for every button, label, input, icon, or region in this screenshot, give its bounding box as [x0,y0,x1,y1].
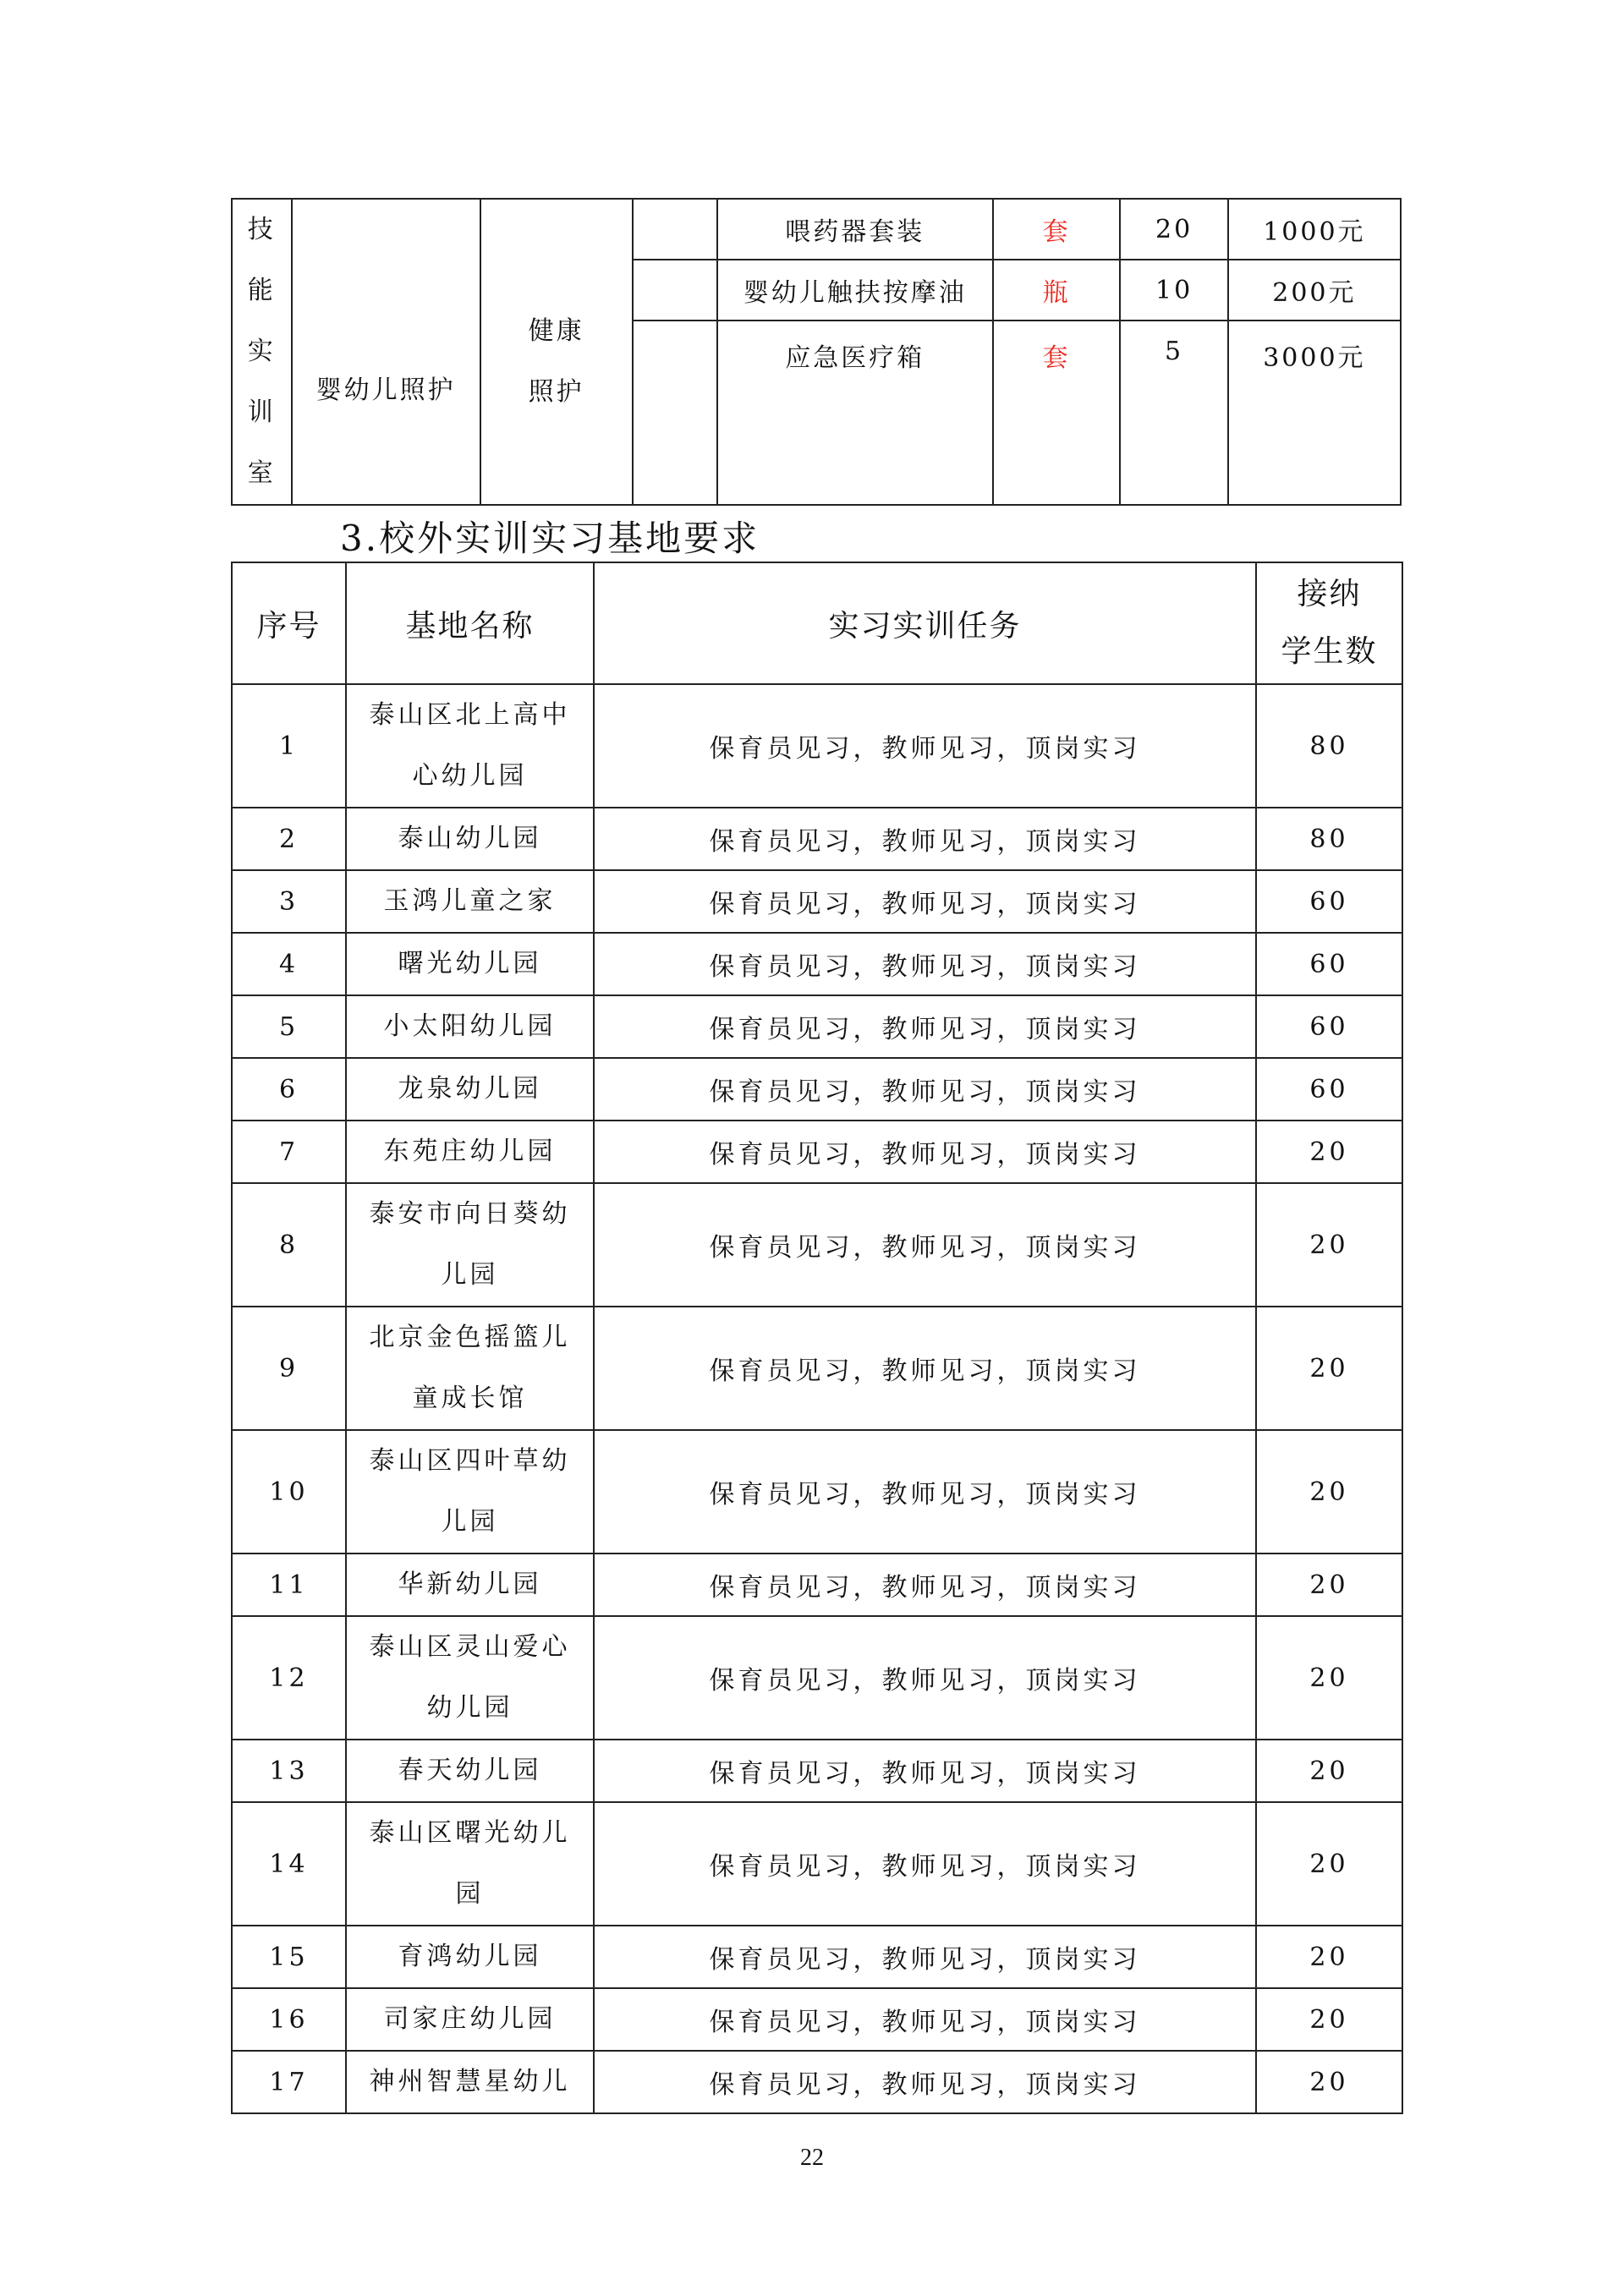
base-name [346,1802,594,1926]
row-index: 2 [232,808,346,870]
base-name-line: 玉鸿儿童之家 [383,886,557,916]
base-name-line: 心幼儿园 [412,761,528,791]
equipment-table [231,198,1402,506]
table-row [232,1058,1402,1121]
subject-label: 婴幼儿照护 [315,375,456,405]
base-name [346,1740,594,1802]
item-qty: 10 [1120,260,1227,321]
row-index: 10 [232,1430,346,1553]
page-number: 22 [800,2145,824,2171]
base-capacity: 80 [1256,684,1402,808]
base-task: 保育员见习，教师见习，顶岗实习 [594,1307,1256,1430]
row-index: 8 [232,1183,346,1307]
base-name [346,1553,594,1616]
table-row [232,808,1402,870]
table-row [232,1802,1402,1926]
base-name [346,995,594,1058]
item-qty: 20 [1120,199,1227,260]
table-row [232,1740,1402,1802]
base-name-line: 童成长馆 [412,1384,528,1413]
row-index: 1 [232,684,346,808]
section-heading: 3.校外实训实习基地要求 [340,518,760,559]
header-task: 实习实训任务 [594,562,1256,684]
base-name-line: 泰山幼儿园 [398,824,542,853]
item-qty: 5 [1120,321,1227,505]
base-task: 保育员见习，教师见习，顶岗实习 [594,870,1256,933]
table-row [232,1307,1402,1430]
base-task: 保育员见习，教师见习，顶岗实习 [594,1430,1256,1553]
base-task: 保育员见习，教师见习，顶岗实习 [594,1121,1256,1183]
base-name-line: 小太阳幼儿园 [383,1011,557,1041]
base-name [346,808,594,870]
blank-cell [633,199,717,260]
table-row [232,933,1402,995]
category-char: 能 [247,276,276,305]
subject-cell [292,199,480,505]
row-index: 11 [232,1553,346,1616]
item-name: 婴幼儿触扶按摩油 [717,260,993,321]
header-index: 序号 [232,562,346,684]
base-name [346,933,594,995]
base-name [346,1307,594,1430]
header-capacity-line: 接纳 [1297,577,1362,611]
base-name-line: 龙泉幼儿园 [398,1074,542,1104]
table-row [232,684,1402,808]
item-price: 200元 [1228,260,1401,321]
item-unit: 套 [993,199,1121,260]
base-name-line: 北京金色摇篮儿 [369,1323,571,1352]
item-unit: 瓶 [993,260,1121,321]
base-name-line: 司家庄幼儿园 [383,2004,557,2034]
base-task: 保育员见习，教师见习，顶岗实习 [594,995,1256,1058]
base-name-line: 泰山区北上高中 [369,700,571,730]
row-index: 16 [232,1988,346,2051]
base-name [346,870,594,933]
module-line: 健康 [528,316,584,346]
base-name [346,1616,594,1740]
base-task: 保育员见习，教师见习，顶岗实习 [594,1740,1256,1802]
table-header-row [232,562,1402,684]
base-capacity: 80 [1256,808,1402,870]
base-capacity: 20 [1256,1430,1402,1553]
row-index: 13 [232,1740,346,1802]
base-task: 保育员见习，教师见习，顶岗实习 [594,2051,1256,2113]
base-capacity: 60 [1256,933,1402,995]
row-index: 7 [232,1121,346,1183]
base-name [346,1430,594,1553]
table-row [232,1553,1402,1616]
base-name-line: 春天幼儿园 [398,1756,542,1785]
base-capacity: 60 [1256,1058,1402,1121]
base-name [346,1058,594,1121]
header-name: 基地名称 [346,562,594,684]
base-name [346,684,594,808]
base-name-line: 泰安市向日葵幼 [369,1199,571,1229]
base-capacity: 20 [1256,1740,1402,1802]
base-capacity: 20 [1256,1988,1402,2051]
base-task: 保育员见习，教师见习，顶岗实习 [594,933,1256,995]
module-line: 照护 [528,377,584,407]
item-name: 应急医疗箱 [717,321,993,505]
base-name-line: 东苑庄幼儿园 [383,1137,557,1166]
row-index: 4 [232,933,346,995]
header-capacity [1256,562,1402,684]
base-name-line: 儿园 [441,1507,499,1537]
category-char: 技 [247,215,276,244]
base-task: 保育员见习，教师见习，顶岗实习 [594,808,1256,870]
table-row [232,1616,1402,1740]
item-price: 3000元 [1228,321,1401,505]
item-price: 1000元 [1228,199,1401,260]
base-capacity: 20 [1256,1307,1402,1430]
table-row [232,1926,1402,1988]
base-name-line: 园 [455,1879,485,1909]
row-index: 9 [232,1307,346,1430]
base-task: 保育员见习，教师见习，顶岗实习 [594,1616,1256,1740]
base-name-line: 华新幼儿园 [398,1570,542,1599]
module-cell [480,199,633,505]
category-char: 室 [247,458,276,488]
base-name-line: 神州智慧星幼儿 [369,2067,571,2096]
base-task: 保育员见习，教师见习，顶岗实习 [594,1988,1256,2051]
base-capacity: 60 [1256,870,1402,933]
base-capacity: 20 [1256,1121,1402,1183]
base-name-line: 育鸿幼儿园 [398,1942,542,1971]
table-row [232,1121,1402,1183]
base-capacity: 20 [1256,1802,1402,1926]
base-name-line: 幼儿园 [426,1693,513,1723]
category-char: 实 [247,337,276,366]
base-capacity: 20 [1256,1616,1402,1740]
item-name: 喂药器套装 [717,199,993,260]
row-index: 14 [232,1802,346,1926]
practice-bases-table [231,562,1403,2114]
table-row [232,1430,1402,1553]
category-char: 训 [247,397,276,427]
base-task: 保育员见习，教师见习，顶岗实习 [594,1802,1256,1926]
table-row [232,995,1402,1058]
base-capacity: 20 [1256,1926,1402,1988]
base-name-line: 泰山区灵山爱心 [369,1632,571,1662]
blank-cell [633,260,717,321]
row-index: 6 [232,1058,346,1121]
category-cell [232,199,292,505]
header-capacity-line: 学生数 [1281,634,1378,669]
base-task: 保育员见习，教师见习，顶岗实习 [594,1058,1256,1121]
base-capacity: 60 [1256,995,1402,1058]
row-index: 5 [232,995,346,1058]
table-row [232,2051,1402,2113]
row-index: 15 [232,1926,346,1988]
blank-cell [633,321,717,505]
base-name [346,1926,594,1988]
table-row [232,1183,1402,1307]
base-name [346,1121,594,1183]
base-name [346,2051,594,2113]
base-task: 保育员见习，教师见习，顶岗实习 [594,1553,1256,1616]
base-name-line: 儿园 [441,1260,499,1290]
base-name [346,1183,594,1307]
base-capacity: 20 [1256,2051,1402,2113]
base-name-line: 泰山区四叶草幼 [369,1446,571,1476]
table-row [232,870,1402,933]
row-index: 12 [232,1616,346,1740]
base-name-line: 泰山区曙光幼儿 [369,1818,571,1848]
base-task: 保育员见习，教师见习，顶岗实习 [594,1183,1256,1307]
base-name-line: 曙光幼儿园 [398,949,542,978]
base-name [346,1988,594,2051]
item-unit: 套 [993,321,1121,505]
row-index: 3 [232,870,346,933]
row-index: 17 [232,2051,346,2113]
base-task: 保育员见习，教师见习，顶岗实习 [594,684,1256,808]
base-capacity: 20 [1256,1553,1402,1616]
base-capacity: 20 [1256,1183,1402,1307]
base-task: 保育员见习，教师见习，顶岗实习 [594,1926,1256,1988]
table-row [232,1988,1402,2051]
